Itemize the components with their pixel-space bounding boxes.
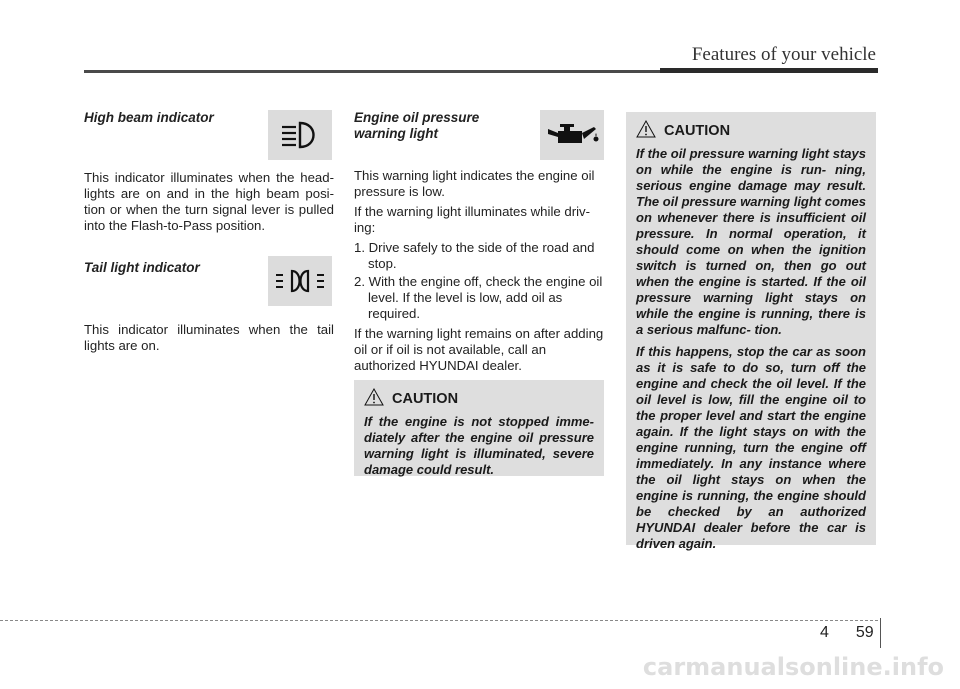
page-number-value: 59 bbox=[855, 624, 874, 641]
caution-label: CAUTION bbox=[392, 391, 459, 407]
tail-light-description: This indicator illuminates when the tail lights are on. bbox=[84, 322, 334, 353]
oil-can-icon bbox=[540, 110, 604, 160]
oil-pressure-heading: Engine oil pressure warning light bbox=[354, 110, 480, 141]
oil-pressure-step1: 1. Drive safely to the side of the road and stop. bbox=[354, 240, 595, 271]
oil-pressure-p2: If the warning light illuminates while driv- ing: bbox=[354, 204, 591, 235]
page-number bbox=[820, 624, 874, 642]
oil-pressure-p1: This warning light indicates the engine oil pressure is low. bbox=[354, 168, 595, 199]
section-title: Features of your vehicle bbox=[691, 44, 876, 65]
caution-text-p2: If this happens, stop the car as soon as it is safe to do so, turn off the engine and check the oil level. If the oil level is low, fill the engine oil to the proper level and start the engine again. If the light stays on with the engine running, turn the engine off immediately. In any instance where the oil light stays on when the engine is running, the engine should be checked by an authorized HYUNDAI dealer before the car is driven again. bbox=[636, 344, 866, 551]
oil-pressure-p3: If the warning light remains on after adding oil or if oil is not available, call an authorized HYUNDAI dealer. bbox=[354, 326, 604, 373]
header-rule-accent bbox=[660, 68, 878, 73]
footer-rule bbox=[0, 620, 878, 621]
caution-header bbox=[364, 388, 594, 410]
oil-pressure-caution-box bbox=[626, 112, 876, 551]
high-beam-heading: High beam indicator bbox=[84, 110, 214, 125]
oil-pressure-step2: 2. With the engine off, check the engine oil level. If the level is low, add oil as required. bbox=[354, 274, 603, 321]
caution-text-p1: If the oil pressure warning light stays on while the engine is run- ning, serious engine damage may result. The oil pressure warning light comes on whenever there is insufficient oil pressure. In normal operation, it should come on when the ignition switch is turned on, then go out when the engine is started. If the oil pressure warning light stays on while the engine is running, there is a serious malfunc- tion. bbox=[636, 146, 866, 337]
chapter-number: 4 bbox=[820, 624, 829, 641]
warning-triangle-icon bbox=[364, 388, 384, 410]
high-beam-description: This indicator illuminates when the head- lights are on and in the high beam posi- tion or when the turn signal lever is pulled into the Flash-to-Pass position. bbox=[84, 170, 334, 233]
warning-triangle-icon bbox=[636, 120, 656, 142]
caution-text: If the engine is not stopped imme- diately after the engine oil pressure warning light is illuminated, severe damage could result. bbox=[364, 414, 594, 477]
caution-header bbox=[636, 120, 866, 142]
oil-caution-box bbox=[354, 380, 604, 476]
caution-label: CAUTION bbox=[664, 123, 731, 139]
tail-light-icon bbox=[268, 256, 332, 306]
watermark: carmanualsonline.info bbox=[642, 653, 944, 681]
high-beam-icon bbox=[268, 110, 332, 160]
tail-light-heading: Tail light indicator bbox=[84, 260, 200, 275]
page-number-separator bbox=[880, 618, 881, 648]
